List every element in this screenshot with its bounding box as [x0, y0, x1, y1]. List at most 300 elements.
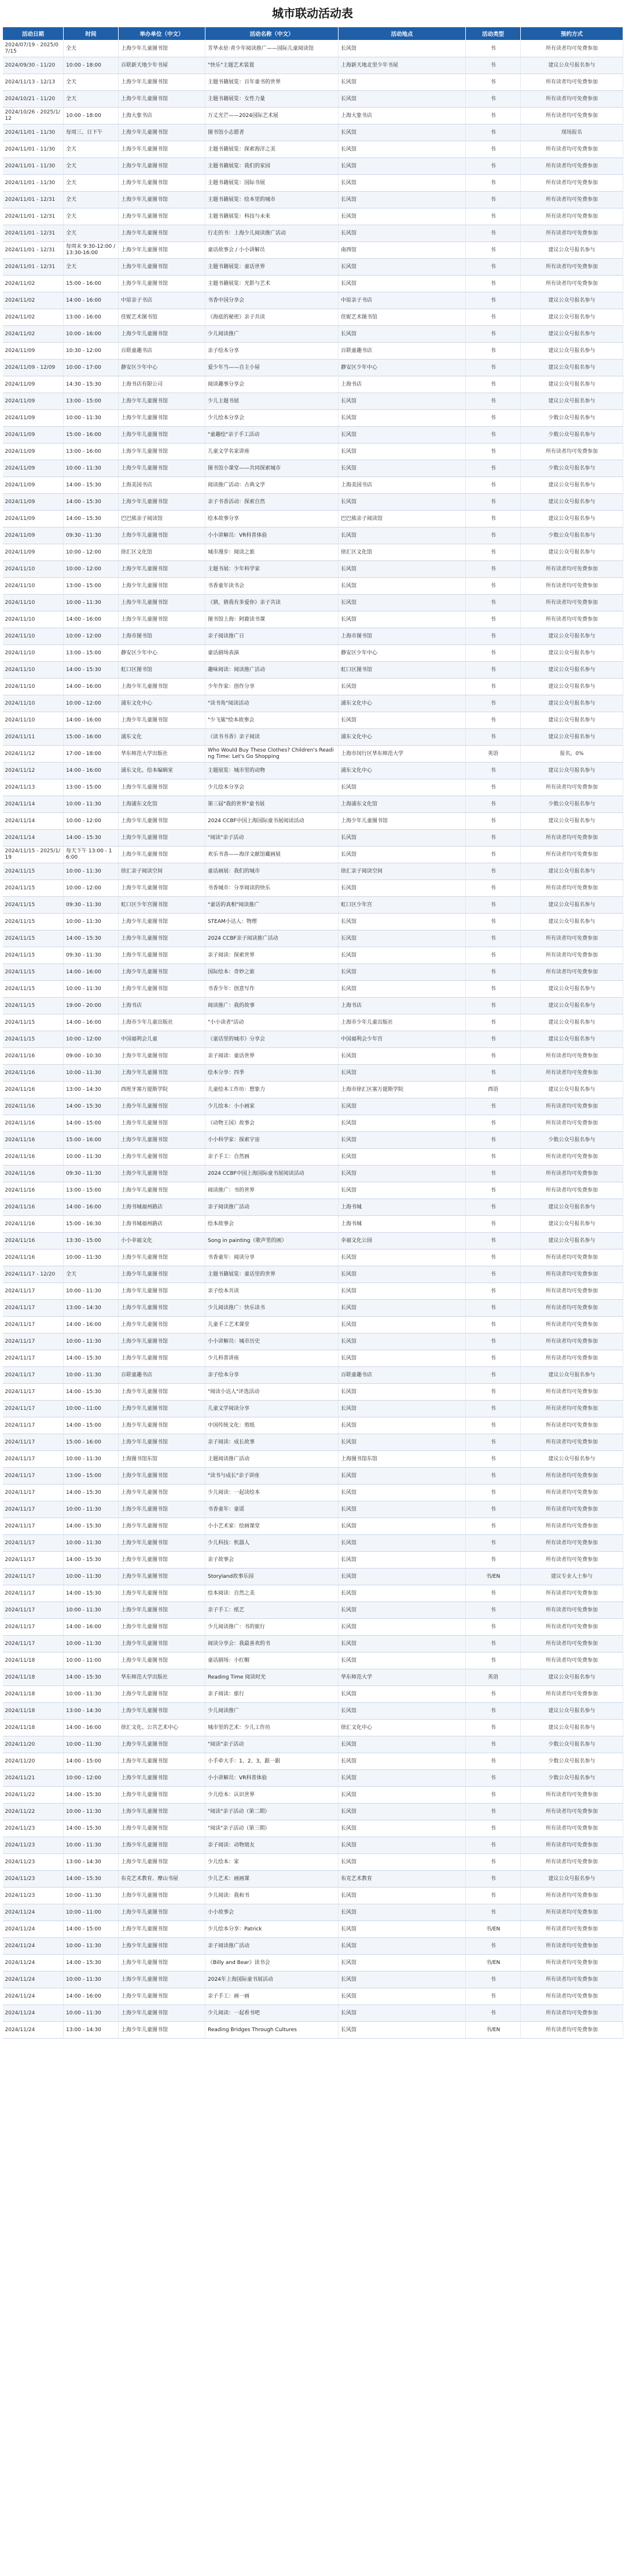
cell-organizer: 上海少年儿童图书馆 [119, 1904, 205, 1921]
cell-category: 书 [466, 1485, 521, 1501]
cell-location: 长风馆 [339, 225, 466, 242]
cell-location: 长风馆 [339, 1518, 466, 1535]
cell-date: 2024/11/18 [3, 1686, 64, 1703]
cell-category: 书 [466, 897, 521, 914]
cell-category: 书 [466, 1266, 521, 1283]
cell-location: 上海书店 [339, 998, 466, 1014]
cell-booking: 建议公众号报名参与 [521, 1703, 623, 1720]
cell-date: 2024/11/21 [3, 1770, 64, 1787]
table-row [3, 880, 623, 897]
cell-time: 13:00 - 16:00 [64, 444, 119, 460]
cell-location: 长风馆 [339, 1736, 466, 1753]
cell-category: 书 [466, 242, 521, 259]
cell-time: 13:00 - 16:00 [64, 309, 119, 326]
cell-time: 10:30 - 12:00 [64, 343, 119, 360]
cell-booking: 所有读者均可免费参加 [521, 91, 623, 108]
cell-event-name: "阅读"亲子活动（第三期） [205, 1820, 339, 1837]
cell-booking: 所有读者均可免费参加 [521, 1686, 623, 1703]
cell-time: 10:00 - 11:30 [64, 1535, 119, 1552]
cell-booking: 所有读者均可免费参加 [521, 1468, 623, 1485]
cell-organizer: 上海少年儿童图书馆 [119, 1955, 205, 1972]
cell-category: 书 [466, 1300, 521, 1317]
cell-location: 上海浦东文化馆 [339, 796, 466, 813]
cell-booking: 建议专业人士参与 [521, 1569, 623, 1585]
cell-location: 长风馆 [339, 427, 466, 444]
cell-event-name: 《读书书香》亲子阅读 [205, 729, 339, 746]
cell-organizer: 上海图书馆东馆 [119, 1451, 205, 1468]
table-row [3, 1501, 623, 1518]
table-row [3, 645, 623, 662]
cell-category: 书/EN [466, 2022, 521, 2039]
cell-date: 2024/11/13 - 12/13 [3, 74, 64, 91]
cell-organizer: 上海少年儿童图书馆 [119, 2005, 205, 2022]
cell-location: 长风馆 [339, 1249, 466, 1266]
cell-event-name: 少儿科技：机器人 [205, 1535, 339, 1552]
cell-location: 长风馆 [339, 1266, 466, 1283]
cell-date: 2024/11/17 [3, 1417, 64, 1434]
cell-time: 13:00 - 15:00 [64, 578, 119, 595]
cell-organizer: 上海少年儿童图书馆 [119, 1921, 205, 1938]
cell-location: 长风馆 [339, 1468, 466, 1485]
cell-date: 2024/11/24 [3, 1972, 64, 1988]
cell-category: 书 [466, 1014, 521, 1031]
cell-time: 10:00 - 11:30 [64, 796, 119, 813]
table-row [3, 981, 623, 998]
cell-date: 2024/11/17 [3, 1451, 64, 1468]
cell-event-name: 主题阅读推广活动 [205, 1451, 339, 1468]
cell-booking: 建议公众号报名参与 [521, 914, 623, 930]
cell-organizer: 上海少年儿童图书馆 [119, 1518, 205, 1535]
cell-category: 书 [466, 225, 521, 242]
cell-event-name: "少飞鲨"绘本故事会 [205, 712, 339, 729]
cell-category: 书 [466, 527, 521, 544]
table-row [3, 796, 623, 813]
cell-event-name: 少儿阅读：一起读绘本 [205, 1485, 339, 1501]
cell-category: 书 [466, 662, 521, 679]
table-row [3, 1619, 623, 1636]
cell-time: 10:00 - 12:00 [64, 813, 119, 830]
cell-category: 书 [466, 1065, 521, 1082]
cell-organizer: 上海书店有限公司 [119, 376, 205, 393]
table-row [3, 1871, 623, 1888]
cell-time: 10:00 - 11:30 [64, 1602, 119, 1619]
cell-time: 10:00 - 11:30 [64, 410, 119, 427]
cell-location: 长风馆 [339, 964, 466, 981]
cell-time: 14:00 - 16:00 [64, 712, 119, 729]
table-row [3, 1199, 623, 1216]
table-row [3, 662, 623, 679]
cell-category: 书 [466, 1249, 521, 1266]
cell-location: 布克艺术教育 [339, 1871, 466, 1888]
cell-booking: 所有读者均可免费参加 [521, 1182, 623, 1199]
cell-event-name: 亲子手工：画一画 [205, 1988, 339, 2005]
cell-event-name: 2024 CCBF中国上海国际童书展阅读活动 [205, 813, 339, 830]
cell-category: 书 [466, 158, 521, 175]
cell-booking: 建议公众号报名参与 [521, 343, 623, 360]
cell-time: 14:00 - 15:30 [64, 662, 119, 679]
cell-date: 2024/10/21 - 11/20 [3, 91, 64, 108]
cell-category: 书 [466, 1233, 521, 1249]
cell-category: 书 [466, 863, 521, 880]
table-row [3, 41, 623, 57]
cell-date: 2024/11/20 [3, 1753, 64, 1770]
table-row [3, 91, 623, 108]
cell-category: 书 [466, 679, 521, 695]
cell-event-name: 少儿绘本：小小画家 [205, 1098, 339, 1115]
table-row [3, 1787, 623, 1804]
cell-time: 14:00 - 15:30 [64, 1820, 119, 1837]
cell-booking: 所有读者均可免费参加 [521, 880, 623, 897]
cell-category: 书 [466, 1972, 521, 1988]
cell-booking: 建议公众号报名参与 [521, 1720, 623, 1736]
cell-category: 书 [466, 578, 521, 595]
cell-time: 14:00 - 16:00 [64, 1619, 119, 1636]
cell-event-name: 亲子绘本分享 [205, 343, 339, 360]
cell-time: 14:00 - 16:00 [64, 679, 119, 695]
cell-booking: 建议公众号报名参与 [521, 1451, 623, 1468]
cell-location: 长风馆 [339, 1652, 466, 1669]
cell-date: 2024/11/12 [3, 746, 64, 763]
cell-organizer: 上海少年儿童图书馆 [119, 1988, 205, 2005]
cell-organizer: 虹口区少年宫图书馆 [119, 897, 205, 914]
cell-time: 10:00 - 18:00 [64, 108, 119, 124]
cell-location: 长风馆 [339, 1753, 466, 1770]
cell-time: 13:00 - 14:30 [64, 1300, 119, 1317]
cell-booking: 所有读者均可免费参加 [521, 1619, 623, 1636]
cell-organizer: 上海少年儿童图书馆 [119, 1602, 205, 1619]
cell-category: 书 [466, 91, 521, 108]
cell-time: 10:00 - 12:00 [64, 695, 119, 712]
cell-location: 中原亲子书店 [339, 292, 466, 309]
cell-organizer: 上海少年儿童图书馆 [119, 1804, 205, 1820]
cell-booking: 所有读者均可免费参加 [521, 1048, 623, 1065]
table-row [3, 1233, 623, 1249]
table-row [3, 1300, 623, 1317]
cell-time: 14:00 - 15:30 [64, 830, 119, 847]
cell-time: 14:00 - 15:00 [64, 1115, 119, 1132]
cell-event-name: 亲子阅读推广日 [205, 628, 339, 645]
cell-event-name: 书香城市：分享阅读的快乐 [205, 880, 339, 897]
table-row [3, 141, 623, 158]
cell-time: 10:00 - 11:30 [64, 1736, 119, 1753]
cell-time: 13:00 - 15:00 [64, 779, 119, 796]
cell-event-name: 少儿阅读推广 [205, 326, 339, 343]
cell-organizer: 上海少年儿童图书馆 [119, 1888, 205, 1904]
cell-location: 长风馆 [339, 1888, 466, 1904]
table-row [3, 1585, 623, 1602]
cell-booking: 所有读者均可免费参加 [521, 1065, 623, 1082]
cell-organizer: 上海少年儿童图书馆 [119, 914, 205, 930]
cell-category: 书 [466, 309, 521, 326]
cell-location: 长风馆 [339, 1619, 466, 1636]
cell-category: 书 [466, 796, 521, 813]
cell-event-name: 亲子阅读：探索世界 [205, 947, 339, 964]
cell-organizer: 上海少年儿童图书馆 [119, 208, 205, 225]
cell-location: 长风馆 [339, 1098, 466, 1115]
cell-booking: 建议公众号报名参与 [521, 695, 623, 712]
cell-event-name: 小小讲解员：城市历史 [205, 1333, 339, 1350]
cell-event-name: 亲子阅读：童话世界 [205, 1048, 339, 1065]
cell-organizer: 上海书城福州路店 [119, 1216, 205, 1233]
cell-category: 书 [466, 763, 521, 779]
cell-event-name: 少儿阅读：一起看书吧 [205, 2005, 339, 2022]
cell-booking: 建议公众号报名参与 [521, 628, 623, 645]
cell-location: 上海图书馆东馆 [339, 1451, 466, 1468]
table-row [3, 1972, 623, 1988]
cell-event-name: 小小故事会 [205, 1904, 339, 1921]
cell-category: 书 [466, 1048, 521, 1065]
cell-booking: 建议公众号报名参与 [521, 981, 623, 998]
cell-location: 长风馆 [339, 1485, 466, 1501]
table-row [3, 1014, 623, 1031]
cell-category: 书 [466, 595, 521, 611]
cell-time: 10:00 - 11:30 [64, 914, 119, 930]
cell-time: 10:00 - 18:00 [64, 57, 119, 74]
table-row [3, 1048, 623, 1065]
cell-time: 14:00 - 15:00 [64, 1921, 119, 1938]
cell-category: 书 [466, 830, 521, 847]
cell-location: 中国福利会少年宫 [339, 1031, 466, 1048]
cell-date: 2024/11/24 [3, 1988, 64, 2005]
cell-date: 2024/11/02 [3, 276, 64, 292]
cell-location: 长风馆 [339, 1854, 466, 1871]
cell-date: 2024/11/23 [3, 1820, 64, 1837]
cell-location: 上海市闵行区华东师范大学 [339, 746, 466, 763]
cell-location: 浦东文化中心 [339, 729, 466, 746]
cell-event-name: 主题书籍展览：光影与艺术 [205, 276, 339, 292]
cell-event-name: 书香少年：创意写作 [205, 981, 339, 998]
cell-event-name: "快乐"主题艺术装置 [205, 57, 339, 74]
cell-date: 2024/09/30 - 11/20 [3, 57, 64, 74]
cell-organizer: 静安区少年中心 [119, 645, 205, 662]
cell-booking: 所有读者均可免费参加 [521, 1098, 623, 1115]
cell-organizer: 上海少年儿童图书馆 [119, 1535, 205, 1552]
cell-time: 14:00 - 16:00 [64, 1317, 119, 1333]
cell-location: 上海美国书店 [339, 477, 466, 494]
cell-event-name: STEAM小达人：物理 [205, 914, 339, 930]
cell-organizer: 上海少年儿童图书馆 [119, 1703, 205, 1720]
cell-category: 书 [466, 1434, 521, 1451]
table-row [3, 242, 623, 259]
cell-location: 华东师范大学 [339, 1669, 466, 1686]
table-row [3, 74, 623, 91]
cell-event-name: 主题书展：少年科学家 [205, 561, 339, 578]
cell-category: 书 [466, 998, 521, 1014]
cell-date: 2024/11/17 [3, 1552, 64, 1569]
cell-event-name: 亲子阅读推广活动 [205, 1938, 339, 1955]
cell-time: 每周三、日下午 [64, 124, 119, 141]
cell-booking: 所有读者均可免费参加 [521, 1888, 623, 1904]
cell-organizer: 上海少年儿童图书馆 [119, 1350, 205, 1367]
cell-organizer: 浦东文化 [119, 729, 205, 746]
cell-category: 书 [466, 175, 521, 192]
table-row [3, 1166, 623, 1182]
cell-event-name: 童话剧场表演 [205, 645, 339, 662]
cell-location: 长风馆 [339, 1149, 466, 1166]
cell-booking: 建议公众号报名参与 [521, 1216, 623, 1233]
cell-booking: 建议公众号报名参与 [521, 309, 623, 326]
cell-booking: 报名，0% [521, 746, 623, 763]
cell-time: 14:30 - 15:30 [64, 376, 119, 393]
cell-date: 2024/11/14 [3, 813, 64, 830]
cell-event-name: 城市里的艺术：少儿工作坊 [205, 1720, 339, 1736]
cell-date: 2024/11/17 [3, 1619, 64, 1636]
cell-event-name: 少儿阅读推广：快乐读书 [205, 1300, 339, 1317]
cell-booking: 所有读者均可免费参加 [521, 1972, 623, 1988]
cell-category: 书 [466, 1837, 521, 1854]
cell-organizer: 上海少年儿童图书馆 [119, 225, 205, 242]
cell-date: 2024/11/10 [3, 561, 64, 578]
cell-booking: 所有读者均可免费参加 [521, 561, 623, 578]
cell-organizer: 徐汇区文化馆 [119, 544, 205, 561]
table-row [3, 847, 623, 863]
cell-organizer: 上海少年儿童图书馆 [119, 427, 205, 444]
cell-date: 2024/11/14 [3, 796, 64, 813]
cell-location: 长风馆 [339, 1132, 466, 1149]
cell-category: 书 [466, 192, 521, 208]
cell-category: 书 [466, 460, 521, 477]
table-row [3, 679, 623, 695]
cell-category: 西语 [466, 1082, 521, 1098]
table-header-row [3, 27, 623, 41]
cell-time: 14:00 - 16:00 [64, 1720, 119, 1736]
cell-booking: 少数公众号报名参与 [521, 796, 623, 813]
cell-time: 14:00 - 15:30 [64, 1518, 119, 1535]
cell-date: 2024/11/23 [3, 1888, 64, 1904]
cell-category: 书 [466, 1031, 521, 1048]
cell-location: 长风馆 [339, 712, 466, 729]
cell-event-name: 图书馆上海：阿鹿读书课 [205, 611, 339, 628]
cell-date: 2024/11/16 [3, 1048, 64, 1065]
cell-organizer: 上海少年儿童图书馆 [119, 2022, 205, 2039]
cell-event-name: 万丈光芒——2024国际艺术展 [205, 108, 339, 124]
cell-date: 2024/11/09 [3, 511, 64, 527]
cell-organizer: 上海浦东文化馆 [119, 796, 205, 813]
cell-date: 2024/11/01 - 12/31 [3, 208, 64, 225]
cell-category: 书/EN [466, 1921, 521, 1938]
cell-booking: 建议公众号报名参与 [521, 763, 623, 779]
cell-event-name: 国际绘本：奇妙之旅 [205, 964, 339, 981]
cell-category: 书 [466, 1871, 521, 1888]
cell-category: 书 [466, 1938, 521, 1955]
table-row [3, 494, 623, 511]
cell-date: 2024/11/15 [3, 964, 64, 981]
cell-booking: 所有读者均可免费参加 [521, 1249, 623, 1266]
cell-date: 2024/11/01 - 11/30 [3, 141, 64, 158]
cell-location: 静安区少年中心 [339, 645, 466, 662]
cell-location: 长风馆 [339, 91, 466, 108]
cell-time: 14:00 - 15:30 [64, 1585, 119, 1602]
cell-date: 2024/11/09 [3, 427, 64, 444]
table-row [3, 695, 623, 712]
cell-category: 书 [466, 1451, 521, 1468]
cell-location: 长风馆 [339, 930, 466, 947]
table-row [3, 1955, 623, 1972]
cell-time: 10:00 - 11:00 [64, 1652, 119, 1669]
cell-date: 2024/11/10 [3, 712, 64, 729]
cell-date: 2024/11/16 [3, 1098, 64, 1115]
cell-organizer: 巴巴熊亲子阅读馆 [119, 511, 205, 527]
cell-location: 长风馆 [339, 1938, 466, 1955]
cell-category: 书 [466, 628, 521, 645]
cell-location: 长风馆 [339, 1602, 466, 1619]
cell-category: 书 [466, 1283, 521, 1300]
cell-booking: 所有读者均可免费参加 [521, 1350, 623, 1367]
cell-event-name: 《童话里的城市》分享会 [205, 1031, 339, 1048]
cell-booking: 所有读者均可免费参加 [521, 1535, 623, 1552]
cell-time: 10:00 - 12:00 [64, 561, 119, 578]
cell-event-name: "阅读"亲子活动 [205, 1736, 339, 1753]
table-row [3, 578, 623, 595]
cell-date: 2024/11/10 [3, 695, 64, 712]
cell-date: 2024/11/17 [3, 1485, 64, 1501]
table-row [3, 158, 623, 175]
cell-time: 10:00 - 11:30 [64, 1249, 119, 1266]
cell-date: 2024/11/15 [3, 1014, 64, 1031]
cell-time: 10:00 - 11:30 [64, 595, 119, 611]
cell-date: 2024/11/17 [3, 1283, 64, 1300]
cell-date: 2024/11/09 [3, 410, 64, 427]
cell-organizer: 华东师范大学出版社 [119, 746, 205, 763]
cell-event-name: 少儿绘本分享会 [205, 410, 339, 427]
table-row [3, 1115, 623, 1132]
cell-booking: 少数公众号报名参与 [521, 427, 623, 444]
cell-organizer: 上海少年儿童图书馆 [119, 276, 205, 292]
header-event-name: 活动名称（中文） [205, 27, 339, 41]
cell-date: 2024/11/15 [3, 930, 64, 947]
cell-organizer: 上海市少年儿童出版社 [119, 1014, 205, 1031]
cell-organizer: 上海少年儿童图书馆 [119, 1585, 205, 1602]
table-row [3, 746, 623, 763]
cell-booking: 所有读者均可免费参加 [521, 1636, 623, 1652]
cell-event-name: 2024 CCBF中国上海国际童书展阅读活动 [205, 1166, 339, 1182]
table-row [3, 1720, 623, 1736]
cell-booking: 所有读者均可免费参加 [521, 779, 623, 796]
cell-event-name: 阅读推广：我的故事 [205, 998, 339, 1014]
cell-date: 2024/11/10 [3, 578, 64, 595]
cell-booking: 所有读者均可免费参加 [521, 1837, 623, 1854]
cell-category: 书 [466, 847, 521, 863]
cell-booking: 所有读者均可免费参加 [521, 1417, 623, 1434]
cell-category: 书 [466, 947, 521, 964]
cell-date: 2024/11/12 [3, 763, 64, 779]
cell-event-name: 阅读趣事分享会 [205, 376, 339, 393]
cell-location: 巴巴熊亲子阅读馆 [339, 511, 466, 527]
table-row [3, 1468, 623, 1485]
cell-date: 2024/11/16 [3, 1166, 64, 1182]
cell-organizer: 上海少年儿童图书馆 [119, 1837, 205, 1854]
cell-event-name: Storyland故事乐园 [205, 1569, 339, 1585]
cell-location: 徐汇文化中心 [339, 1720, 466, 1736]
cell-date: 2024/11/09 [3, 477, 64, 494]
cell-category: 书 [466, 360, 521, 376]
cell-organizer: 上海少年儿童图书馆 [119, 1132, 205, 1149]
table-row [3, 292, 623, 309]
cell-location: 百联童趣书店 [339, 343, 466, 360]
cell-category: 书 [466, 1736, 521, 1753]
table-row [3, 1065, 623, 1082]
cell-booking: 建议公众号报名参与 [521, 544, 623, 561]
cell-time: 全天 [64, 74, 119, 91]
table-row [3, 326, 623, 343]
cell-date: 2024/11/24 [3, 1955, 64, 1972]
cell-location: 长风馆 [339, 1804, 466, 1820]
cell-category: 书 [466, 444, 521, 460]
cell-time: 13:00 - 14:30 [64, 1854, 119, 1871]
cell-booking: 建议公众号报名参与 [521, 1014, 623, 1031]
cell-date: 2024/11/22 [3, 1804, 64, 1820]
cell-booking: 所有读者均可免费参加 [521, 1854, 623, 1871]
